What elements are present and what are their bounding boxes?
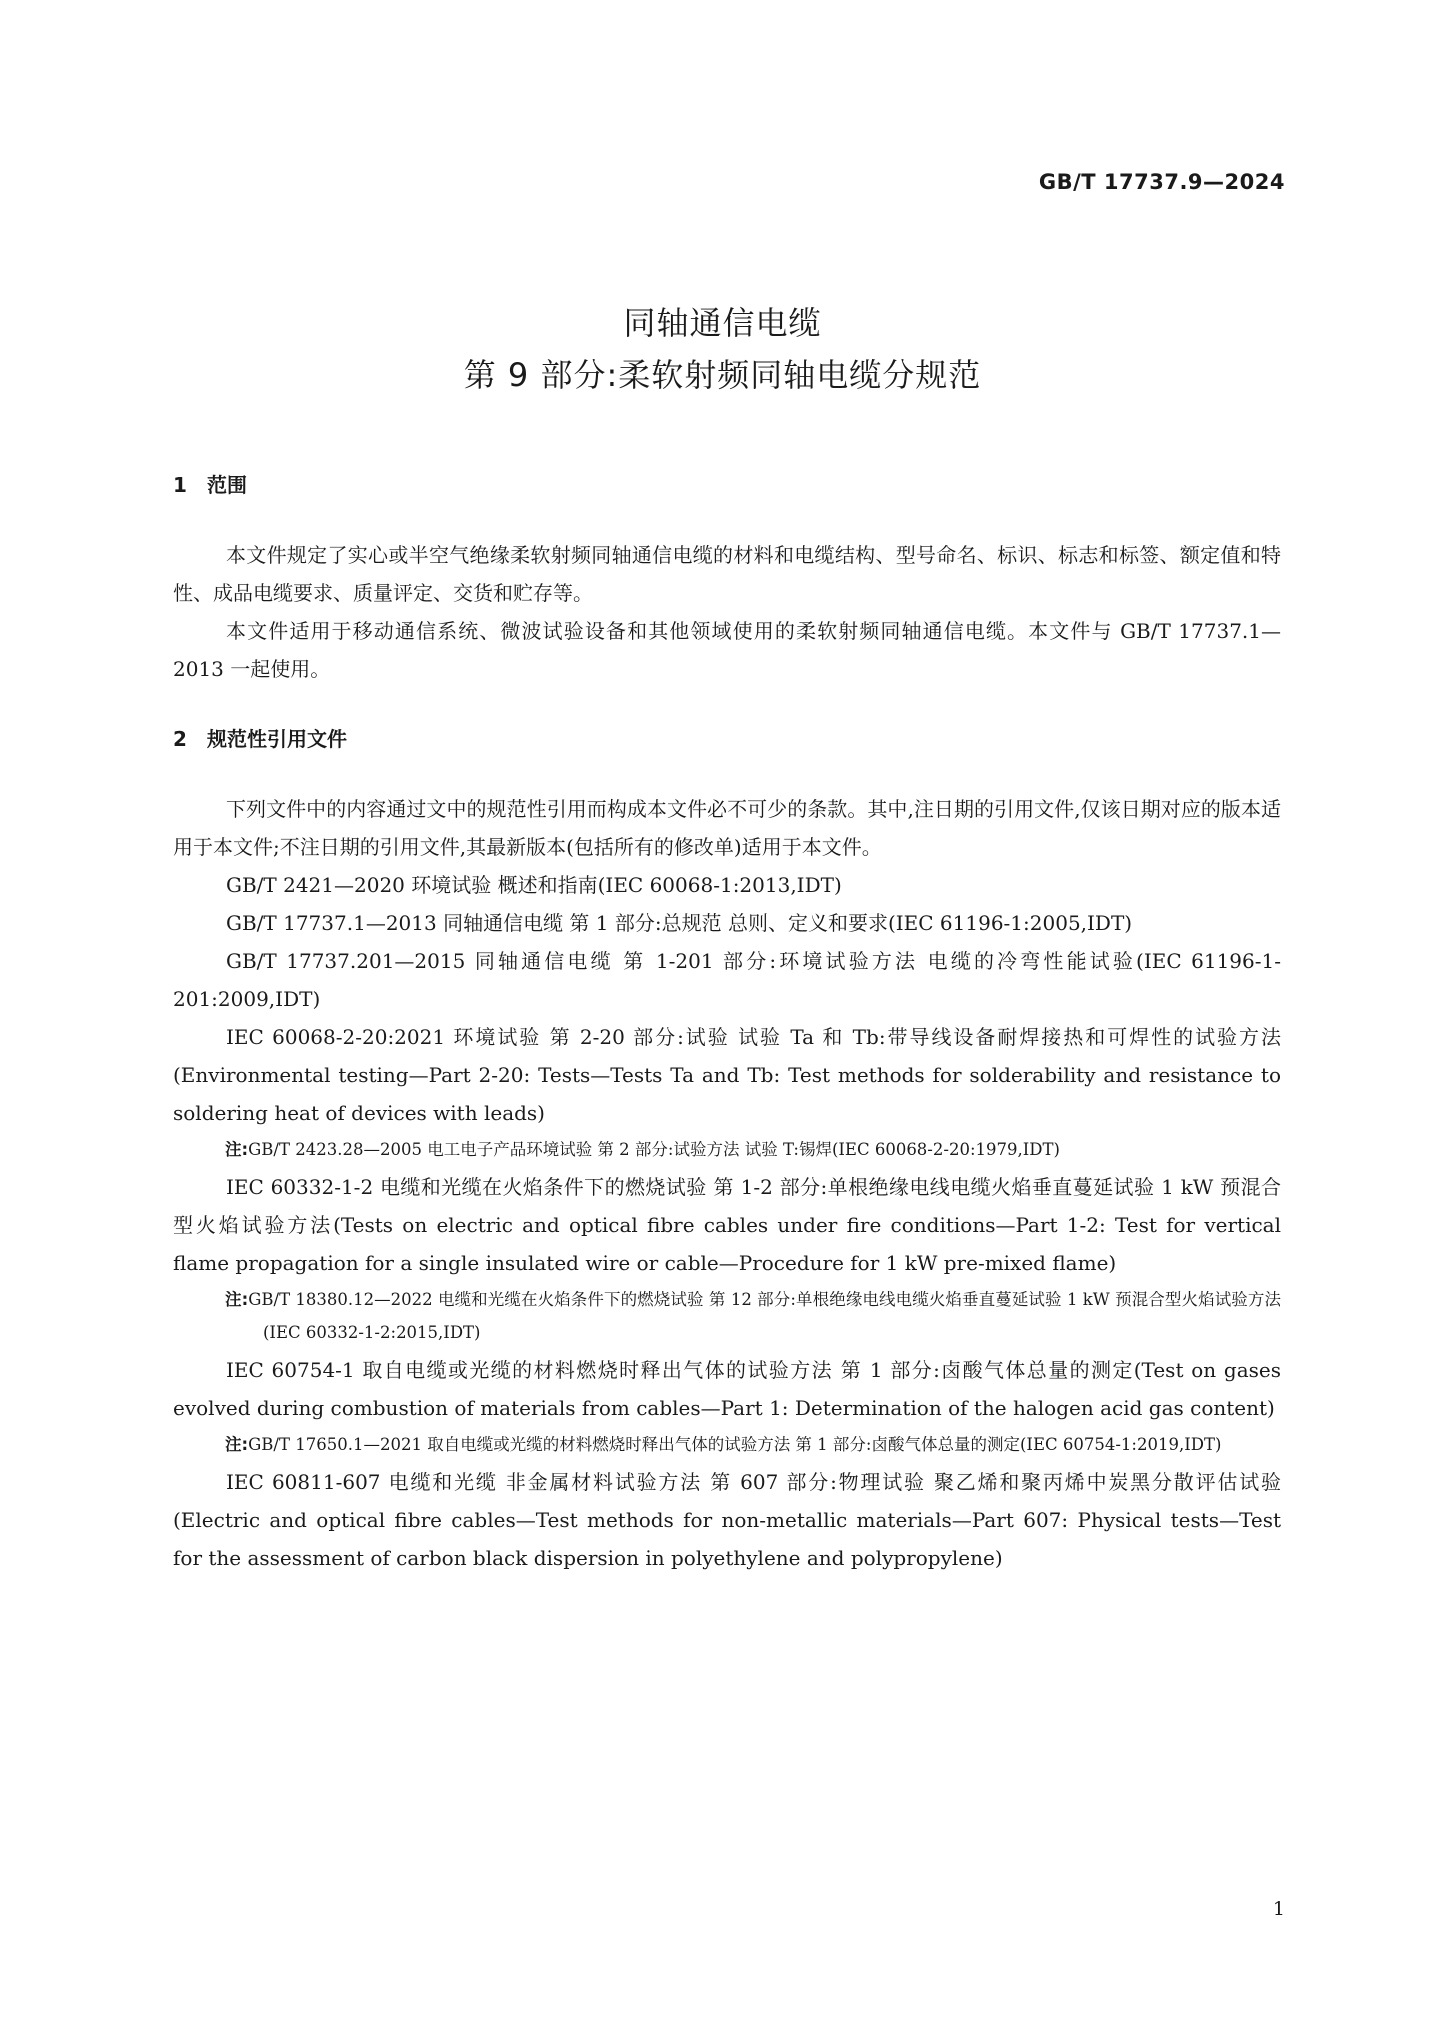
section-number: 2 <box>173 727 187 751</box>
document-subtitle: 第 9 部分:柔软射频同轴电缆分规范 <box>463 356 982 394</box>
note-label: 注: <box>225 1435 249 1454</box>
reference-note <box>173 1283 1281 1349</box>
reference-item: IEC 60068-2-20:2021 环境试验 第 2-20 部分:试验 试验 Ta 和 Tb:带导线设备耐焊接热和可焊性的试验方法(Environmental testing—Part 2-20: Tests—Tests Ta and Tb: Test methods for solderability and resistance to soldering heat of devices with leads) <box>173 1025 1281 1125</box>
reference-item: IEC 60811-607 电缆和光缆 非金属材料试验方法 第 607 部分:物理试验 聚乙烯和聚丙烯中炭黑分散评估试验(Electric and optical fibre cables—Test methods for non-metallic materials—Part 607: Physical tests—Test for the assessment of carbon black dispersion in polyethylene and polypropylene) <box>173 1470 1281 1570</box>
reference-item: GB/T 17737.201—2015 同轴通信电缆 第 1-201 部分:环境试验方法 电缆的冷弯性能试验(IEC 61196-1-201:2009,IDT) <box>173 949 1281 1011</box>
reference-item: GB/T 2421—2020 环境试验 概述和指南(IEC 60068-1:2013,IDT) <box>226 873 842 897</box>
note-label: 注: <box>225 1290 249 1309</box>
page-number: 1 <box>1272 1898 1285 1920</box>
note-label: 注: <box>225 1140 249 1159</box>
references-intro: 下列文件中的内容通过文中的规范性引用而构成本文件必不可少的条款。其中,注日期的引用文件,仅该日期对应的版本适用于本文件;不注日期的引用文件,其最新版本(包括所有的修改单)适用于本文件。 <box>173 797 1281 859</box>
reference-note <box>173 1428 1281 1461</box>
section-title: 范围 <box>207 473 247 497</box>
note-text: GB/T 2423.28—2005 电工电子产品环境试验 第 2 部分:试验方法 试验 T:锡焊(IEC 60068-2-20:1979,IDT) <box>248 1140 1060 1159</box>
document-body <box>173 470 1281 1577</box>
section-heading-scope <box>173 470 1281 500</box>
scope-paragraph: 本文件规定了实心或半空气绝缘柔软射频同轴通信电缆的材料和电缆结构、型号命名、标识、标志和标签、额定值和特性、成品电缆要求、质量评定、交货和贮存等。 <box>173 543 1281 605</box>
reference-item: IEC 60754-1 取自电缆或光缆的材料燃烧时释出气体的试验方法 第 1 部分:卤酸气体总量的测定(Test on gases evolved during combustion of materials from cables—Part 1: Determination of the halogen acid gas content) <box>173 1358 1281 1420</box>
scope-paragraph: 本文件适用于移动通信系统、微波试验设备和其他领域使用的柔软射频同轴通信电缆。本文件与 GB/T 17737.1—2013 一起使用。 <box>173 619 1281 681</box>
section-heading-normative-references <box>173 724 1281 754</box>
note-text: GB/T 18380.12—2022 电缆和光缆在火焰条件下的燃烧试验 第 12 部分:单根绝缘电线电缆火焰垂直蔓延试验 1 kW 预混合型火焰试验方法(IEC 60332-1-2:2015,IDT) <box>248 1290 1281 1342</box>
note-text: GB/T 17650.1—2021 取自电缆或光缆的材料燃烧时释出气体的试验方法 第 1 部分:卤酸气体总量的测定(IEC 60754-1:2019,IDT) <box>248 1435 1222 1454</box>
section-number: 1 <box>173 473 187 497</box>
reference-item: GB/T 17737.1—2013 同轴通信电缆 第 1 部分:总规范 总则、定义和要求(IEC 61196-1:2005,IDT) <box>226 911 1133 935</box>
section-title: 规范性引用文件 <box>207 727 347 751</box>
document-title: 同轴通信电缆 <box>623 304 822 342</box>
reference-item: IEC 60332-1-2 电缆和光缆在火焰条件下的燃烧试验 第 1-2 部分:单根绝缘电线电缆火焰垂直蔓延试验 1 kW 预混合型火焰试验方法(Tests on electric and optical fibre cables under fire conditions—Part 1-2: Test for vertical flame propagation for a single insulated wire or cable—Procedure for 1 kW pre-mixed flame) <box>173 1175 1281 1275</box>
reference-note <box>173 1133 1281 1166</box>
standard-code: GB/T 17737.9—2024 <box>1038 170 1285 194</box>
